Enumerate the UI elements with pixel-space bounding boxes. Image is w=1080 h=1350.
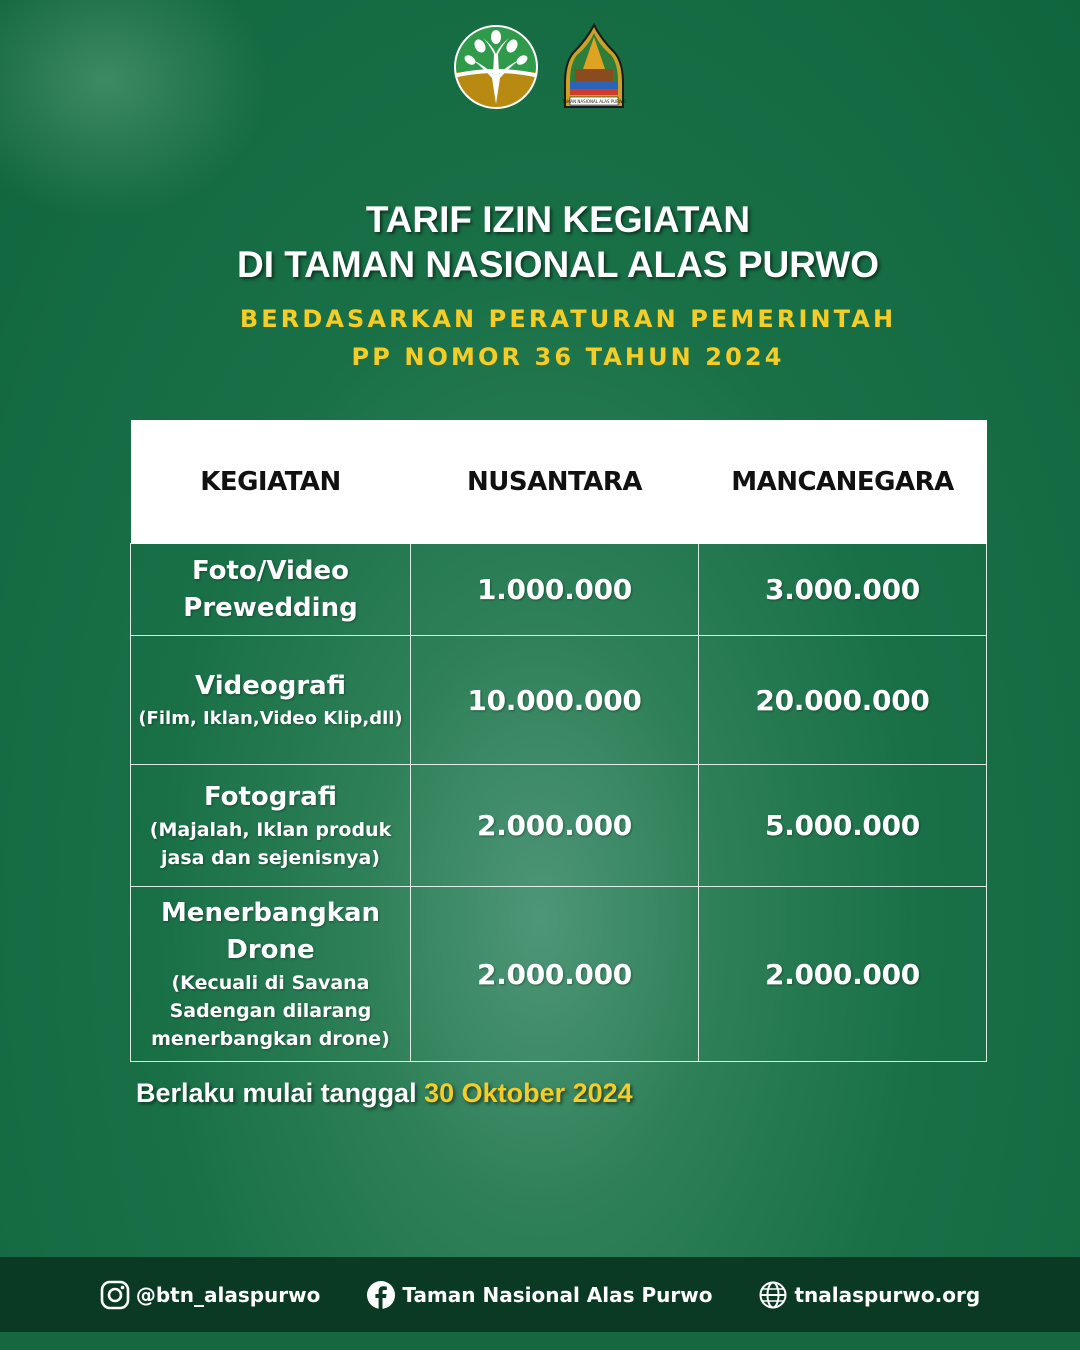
effective-prefix: Berlaku mulai tanggal xyxy=(136,1078,425,1108)
table-row xyxy=(131,765,987,887)
footer xyxy=(0,1257,1080,1332)
column-header-kegiatan: KEGIATAN xyxy=(131,420,411,544)
banyuwangi-regency-crest-icon xyxy=(561,23,627,111)
title-line-2: DI TAMAN NASIONAL ALAS PURWO xyxy=(236,244,879,285)
instagram-icon xyxy=(100,1280,130,1310)
price-mancanegara: 3.000.000 xyxy=(699,544,987,636)
price-nusantara: 2.000.000 xyxy=(411,765,699,887)
effective-date: 30 Oktober 2024 xyxy=(424,1078,633,1108)
price-mancanegara: 2.000.000 xyxy=(699,887,987,1062)
activity-cell xyxy=(131,765,411,887)
activity-note: (Film, Iklan,Video Klip,dll) xyxy=(138,707,403,729)
table-header-row xyxy=(131,420,987,544)
price-mancanegara: 20.000.000 xyxy=(699,636,987,765)
website-url: tnalaspurwo.org xyxy=(794,1282,981,1307)
ministry-tree-emblem-icon xyxy=(453,24,539,110)
table-row xyxy=(131,636,987,765)
logo-bar xyxy=(0,22,1080,112)
title-line-1: TARIF IZIN KEGIATAN xyxy=(365,199,751,240)
subtitle-line-2: PP NOMOR 36 TAHUN 2024 xyxy=(351,343,785,371)
price-nusantara: 2.000.000 xyxy=(411,887,699,1062)
column-header-mancanegara: MANCANEGARA xyxy=(699,420,987,544)
activity-cell xyxy=(131,544,411,636)
effective-date-note xyxy=(136,1078,633,1109)
page-subtitle xyxy=(0,300,1080,376)
activity-note: (Majalah, Iklan produk jasa dan sejenisnya) xyxy=(149,819,392,869)
activity-note: (Kecuali di Savana Sadengan dilarang menerbangkan drone) xyxy=(151,972,390,1050)
price-nusantara: 1.000.000 xyxy=(411,544,699,636)
website-link[interactable] xyxy=(758,1280,980,1310)
activity-name: Foto/Video Prewedding xyxy=(183,555,358,623)
facebook-icon xyxy=(366,1280,396,1310)
facebook-link[interactable] xyxy=(366,1280,712,1310)
subtitle-line-1: BERDASARKAN PERATURAN PEMERINTAH xyxy=(239,305,897,333)
price-nusantara: 10.000.000 xyxy=(411,636,699,765)
page-title xyxy=(0,197,1080,287)
instagram-handle: @btn_alaspurwo xyxy=(135,1282,321,1307)
instagram-link[interactable] xyxy=(100,1280,321,1310)
footer-bottom-band xyxy=(0,1332,1080,1350)
activity-name: Fotografi xyxy=(203,782,338,812)
svg-text:TAMAN NASIONAL ALAS PURWO: TAMAN NASIONAL ALAS PURWO xyxy=(562,99,626,104)
tariff-table xyxy=(130,420,987,1062)
activity-cell xyxy=(131,887,411,1062)
facebook-page-name: Taman Nasional Alas Purwo xyxy=(402,1282,713,1307)
table-row xyxy=(131,544,987,636)
activity-name: Menerbangkan Drone xyxy=(160,898,381,965)
column-header-nusantara: NUSANTARA xyxy=(411,420,699,544)
globe-icon xyxy=(758,1280,788,1310)
activity-name: Videografi xyxy=(195,670,346,701)
table-row xyxy=(131,887,987,1062)
activity-cell xyxy=(131,636,411,765)
price-mancanegara: 5.000.000 xyxy=(699,765,987,887)
